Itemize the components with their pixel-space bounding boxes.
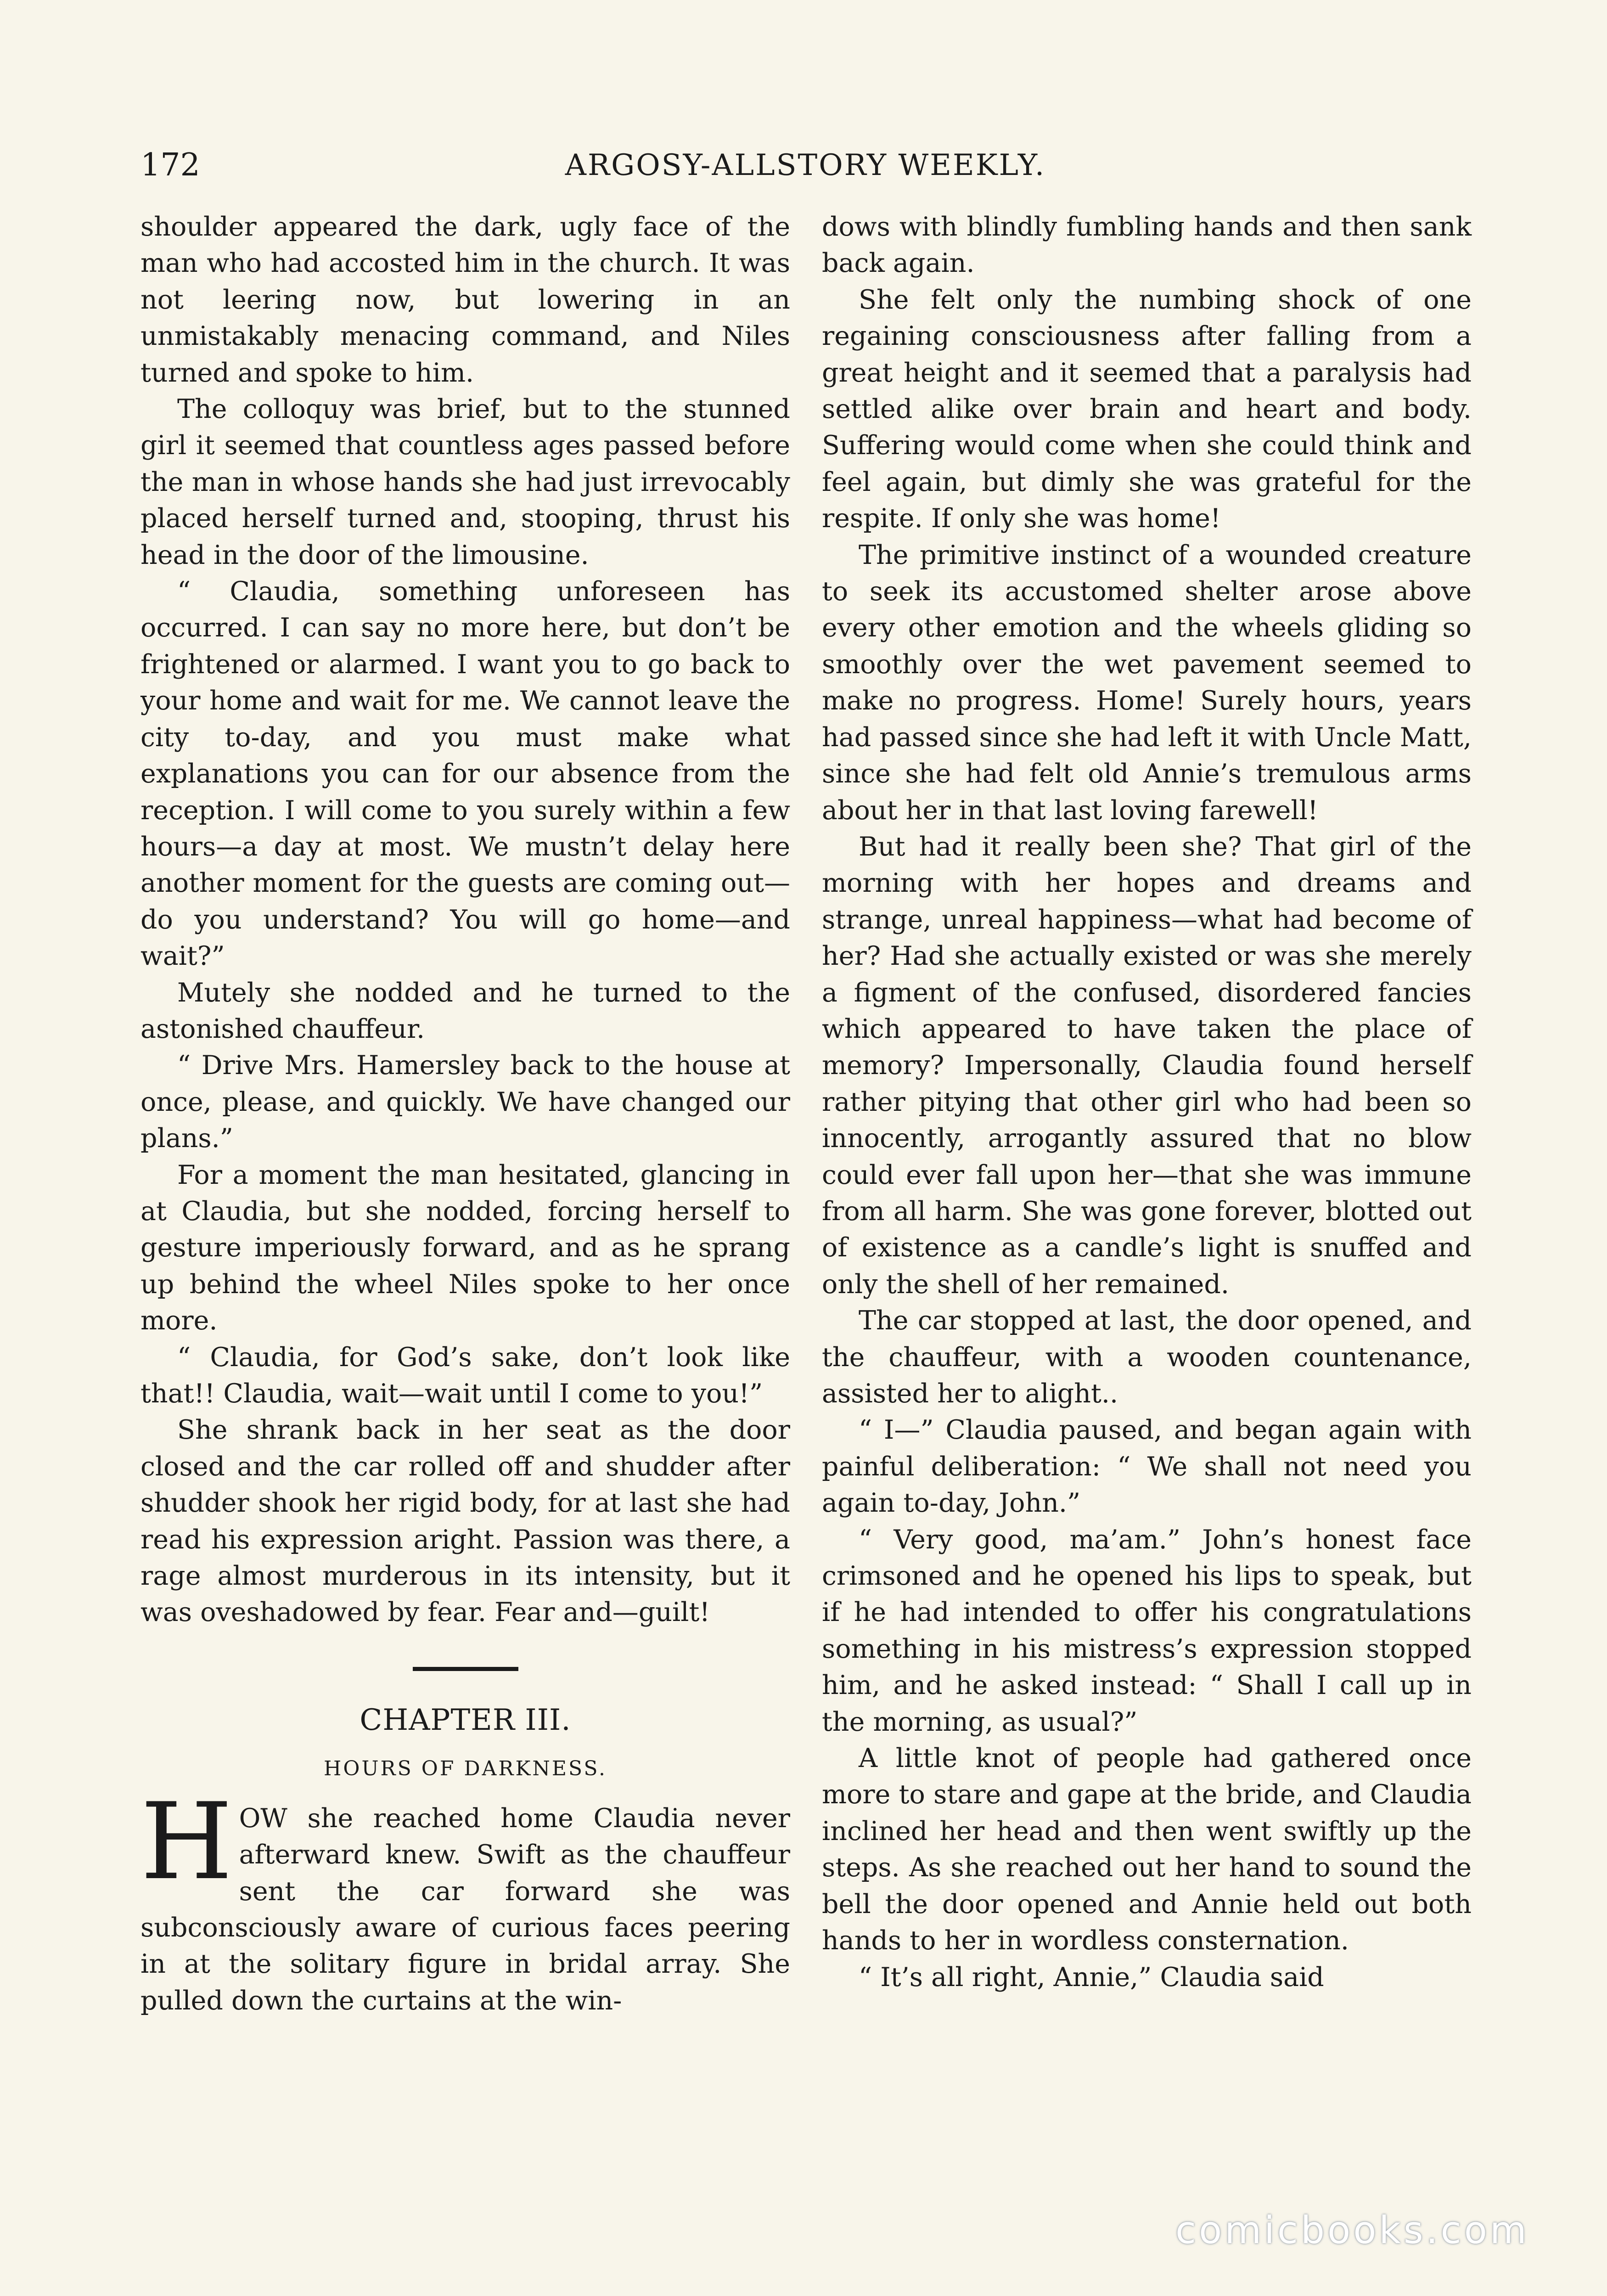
chapter-title: CHAPTER III.: [360, 1703, 571, 1737]
paragraph: dows with blindly fumbling hands and then sank back again.: [822, 212, 1472, 279]
paragraph: The colloquy was brief, but to the stunned girl it seemed that countless ages passed before the man in whose hands she had just irrevocably placed herself turned and, stooping, thrust his head in the door of the limousine.: [140, 394, 790, 570]
page-number: 172: [140, 147, 200, 183]
paragraph: “ Claudia, for God’s sake, don’t look like that!! Claudia, wait—wait until I come to you!”: [140, 1342, 790, 1409]
chapter-opening-paragraph: [140, 1780, 790, 2019]
paragraph: The car stopped at last, the door opened, and the chauffeur, with a wooden countenance, assisted her to alight..: [822, 1306, 1472, 1409]
running-head: ARGOSY-ALLSTORY WEEKLY.: [565, 148, 1046, 182]
paragraph: She shrank back in her seat as the door closed and the car rolled off and shudder after shudder shook her rigid body, for at last she had read his expression aright. Passion was there, a rage almost murderous in its intensity, but it was oveshadowed by fear. Fear and—guilt!: [140, 1415, 790, 1628]
paragraph: “ Claudia, something unforeseen has occurred. I can say no more here, but don’t be frightened or alarmed. I want you to go back to your home and wait for me. We cannot leave the city to-day, and you must make what explanations you can for our absence from the reception. I will come to you surely within a few hours—a day at most. We mustn’t delay here another moment for the guests are coming out—do you understand? You will go home—and wait?”: [140, 576, 790, 972]
site-watermark: comicbooks.com: [1175, 2209, 1529, 2252]
paragraph: She felt only the numbing shock of one regaining consciousness after falling from a great height and it seemed that a paralysis had settled alike over brain and heart and body. Suffering would come when she could think and feel again, but dimly she was grateful for the respite. If only she was home!: [822, 284, 1472, 534]
paragraph: “ I—” Claudia paused, and began again with painful deliberation: “ We shall not need you again to-day, John.”: [822, 1415, 1472, 1519]
paragraph: “ It’s all right, Annie,” Claudia said: [859, 1962, 1324, 1992]
right-column: [822, 209, 1472, 1996]
drop-cap: H: [140, 1780, 233, 1903]
left-column: [140, 209, 790, 2019]
chapter-opening-text: OW she reached home Claudia never afterward knew. Swift as the chauffeur sent the car forward she was subconsciously aware of curious faces peering in at the solitary figure in bridal array. She pulled down the curtains at the win-: [140, 1803, 790, 2016]
section-divider: [413, 1667, 518, 1671]
paragraph: Mutely she nodded and he turned to the astonished chauffeur.: [140, 977, 790, 1044]
paragraph: “ Very good, ma’am.” John’s honest face crimsoned and he opened his lips to speak, but if he had intended to offer his congratulations something in his mistress’s expression stopped him, and he asked instead: “ Shall I call up in the morning, as usual?”: [822, 1524, 1472, 1737]
paragraph: The primitive instinct of a wounded creature to seek its accustomed shelter arose above every other emotion and the wheels gliding so smoothly over the wet pavement seemed to make no progress. Home! Surely hours, years had passed since she had left it with Uncle Matt, since she had felt old Annie’s tremulous arms about her in that last loving farewell!: [822, 540, 1472, 826]
paragraph: A little knot of people had gathered once more to stare and gape at the bride, and Claudia inclined her head and then went swiftly up the steps. As she reached out her hand to sound the bell the door opened and Annie held out both hands to her in wordless consternation.: [822, 1743, 1472, 1956]
paragraph: But had it really been she? That girl of the morning with her hopes and dreams and strange, unreal happiness—what had become of her? Had she actually existed or was she merely a figment of the confused, disordered fancies which appeared to have taken the place of memory? Impersonally, Claudia found herself rather pitying that other girl who had been so innocently, arrogantly assured that no blow could ever fall upon her—that she was immune from all harm. She was gone forever, blotted out of existence as a candle’s light is snuffed and only the shell of her remained.: [822, 831, 1472, 1300]
paragraph: For a moment the man hesitated, glancing in at Claudia, but she nodded, forcing herself to gesture imperiously forward, and as he sprang up behind the wheel Niles spoke to her once more.: [140, 1159, 790, 1336]
paragraph: “ Drive Mrs. Hamersley back to the house at once, please, and quickly. We have changed our plans.”: [140, 1050, 790, 1154]
chapter-subtitle: HOURS OF DARKNESS.: [324, 1756, 607, 1780]
page-header: [140, 142, 1470, 188]
paragraph: shoulder appeared the dark, ugly face of the man who had accosted him in the church. It was not leering now, but lowering in an unmistakably menacing command, and Niles turned and spoke to him.: [140, 212, 790, 388]
